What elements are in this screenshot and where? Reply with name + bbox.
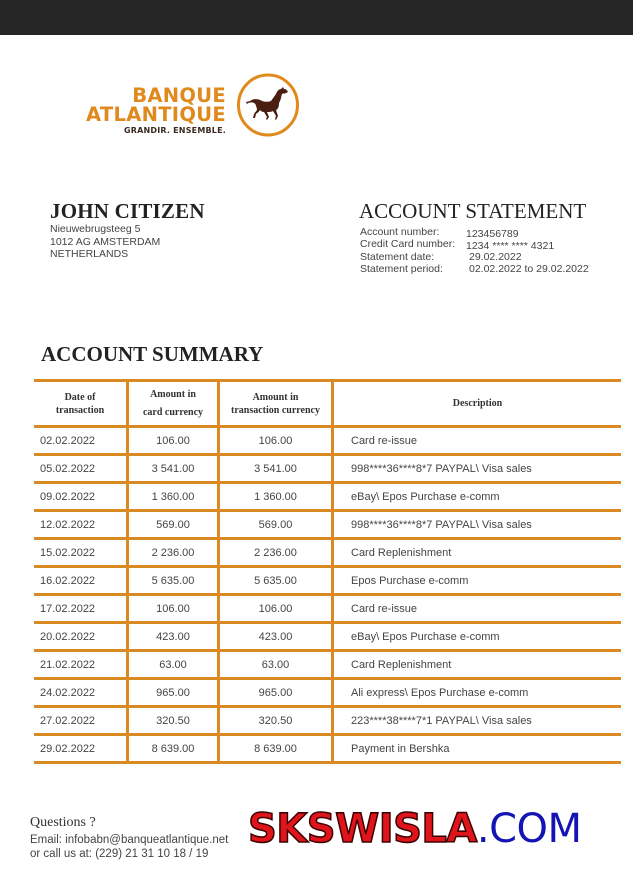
cell-date: 05.02.2022 [34,455,128,483]
header-line: Amount in [150,389,196,400]
cell-description: 998****36****8*7 PAYPAL\ Visa sales [333,511,622,539]
transactions-table [34,379,621,764]
cell-transaction-amount: 3 541.00 [219,455,333,483]
contact-info [30,833,228,861]
cell-date: 21.02.2022 [34,651,128,679]
cell-description: Ali express\ Epos Purchase e-comm [333,679,622,707]
cell-transaction-amount: 106.00 [219,595,333,623]
cell-transaction-amount: 1 360.00 [219,483,333,511]
customer-address [50,223,160,261]
cell-card-amount: 5 635.00 [128,567,219,595]
cell-card-amount: 8 639.00 [128,735,219,763]
horse-icon [236,73,300,137]
watermark-part2: .COM [476,806,582,852]
logo-tagline: GRANDIR. ENSEMBLE. [123,126,226,135]
field-value: 1234 **** **** 4321 [466,240,555,253]
field-label: Credit Card number: [360,238,456,251]
header-line: Date of [64,391,96,403]
cell-transaction-amount: 5 635.00 [219,567,333,595]
header-line: Amount in [252,391,299,403]
cell-card-amount: 1 360.00 [128,483,219,511]
watermark [248,806,582,852]
cell-card-amount: 423.00 [128,623,219,651]
cell-date: 29.02.2022 [34,735,128,763]
logo-name-line1: BANQUE [132,84,226,107]
address-line: 1012 AG AMSTERDAM [50,235,161,248]
cell-transaction-amount: 965.00 [219,679,333,707]
header-line: transaction [55,404,105,416]
cell-date: 15.02.2022 [34,539,128,567]
table-row [34,595,621,623]
field-label: Statement period: [360,262,443,275]
table-row [34,427,621,455]
cell-description: 223****38****7*1 PAYPAL\ Visa sales [333,707,622,735]
cell-transaction-amount: 423.00 [219,623,333,651]
field-label: Account number: [360,226,440,238]
cell-transaction-amount: 63.00 [219,651,333,679]
cell-date: 02.02.2022 [34,427,128,455]
cell-card-amount: 106.00 [128,427,219,455]
cell-description: eBay\ Epos Purchase e-comm [333,483,622,511]
cell-description: Card re-issue [333,427,622,455]
table-row [34,679,621,707]
cell-description: Card Replenishment [333,651,622,679]
summary-title: ACCOUNT SUMMARY [41,342,264,366]
statement-field-period [360,263,589,275]
contact-email: Email: infobabn@banqueatlantique.net [30,834,229,846]
cell-transaction-amount: 106.00 [219,427,333,455]
cell-description: Payment in Bershka [333,735,622,763]
logo-name-line2: ATLANTIQUE [85,103,226,126]
header-line: transaction currency [231,404,320,416]
cell-card-amount: 3 541.00 [128,455,219,483]
table-header-row [34,381,621,427]
cell-date: 27.02.2022 [34,707,128,735]
field-label: Statement date: [360,250,435,263]
cell-date: 24.02.2022 [34,679,128,707]
statement-title: ACCOUNT STATEMENT [359,199,587,223]
cell-transaction-amount: 569.00 [219,511,333,539]
table-row [34,567,621,595]
cell-description: Card Replenishment [333,539,622,567]
table-row [34,483,621,511]
watermark-part1: SKSWISLA [248,806,477,852]
cell-card-amount: 63.00 [128,651,219,679]
cell-date: 20.02.2022 [34,623,128,651]
column-header-transaction-amount [219,381,333,427]
cell-transaction-amount: 2 236.00 [219,539,333,567]
field-value: 02.02.2022 to 29.02.2022 [469,262,589,275]
address-line: Nieuwebrugsteeg 5 [50,223,141,235]
table-row [34,735,621,763]
cell-card-amount: 569.00 [128,511,219,539]
table-row [34,455,621,483]
cell-transaction-amount: 320.50 [219,707,333,735]
cell-transaction-amount: 8 639.00 [219,735,333,763]
cell-date: 12.02.2022 [34,511,128,539]
questions-heading: Questions ? [30,815,96,830]
table-row [34,707,621,735]
cell-date: 16.02.2022 [34,567,128,595]
column-header-card-amount [128,381,219,427]
statement-details [360,226,589,275]
statement-field-account-number [360,226,589,238]
customer-name: JOHN CITIZEN [50,199,205,223]
cell-card-amount: 106.00 [128,595,219,623]
statement-field-card-number [360,238,589,253]
cell-description: eBay\ Epos Purchase e-comm [333,623,622,651]
field-value: 29.02.2022 [469,250,522,263]
field-value: 123456789 [466,228,519,240]
logo-wordmark [86,86,226,135]
column-header-date [34,381,128,427]
cell-description: 998****36****8*7 PAYPAL\ Visa sales [333,455,622,483]
cell-date: 09.02.2022 [34,483,128,511]
header-line: card currency [142,407,204,418]
contact-phone: or call us at: (229) 21 31 10 18 / 19 [30,848,209,860]
address-line: NETHERLANDS [50,248,129,260]
top-bar [0,0,633,35]
cell-card-amount: 965.00 [128,679,219,707]
column-header-description: Description [333,381,622,427]
table-row [34,539,621,567]
bank-logo [50,73,310,143]
cell-description: Epos Purchase e-comm [333,567,622,595]
table-row [34,623,621,651]
cell-description: Card re-issue [333,595,622,623]
cell-card-amount: 2 236.00 [128,539,219,567]
cell-card-amount: 320.50 [128,707,219,735]
table-row [34,651,621,679]
table-row [34,511,621,539]
cell-date: 17.02.2022 [34,595,128,623]
